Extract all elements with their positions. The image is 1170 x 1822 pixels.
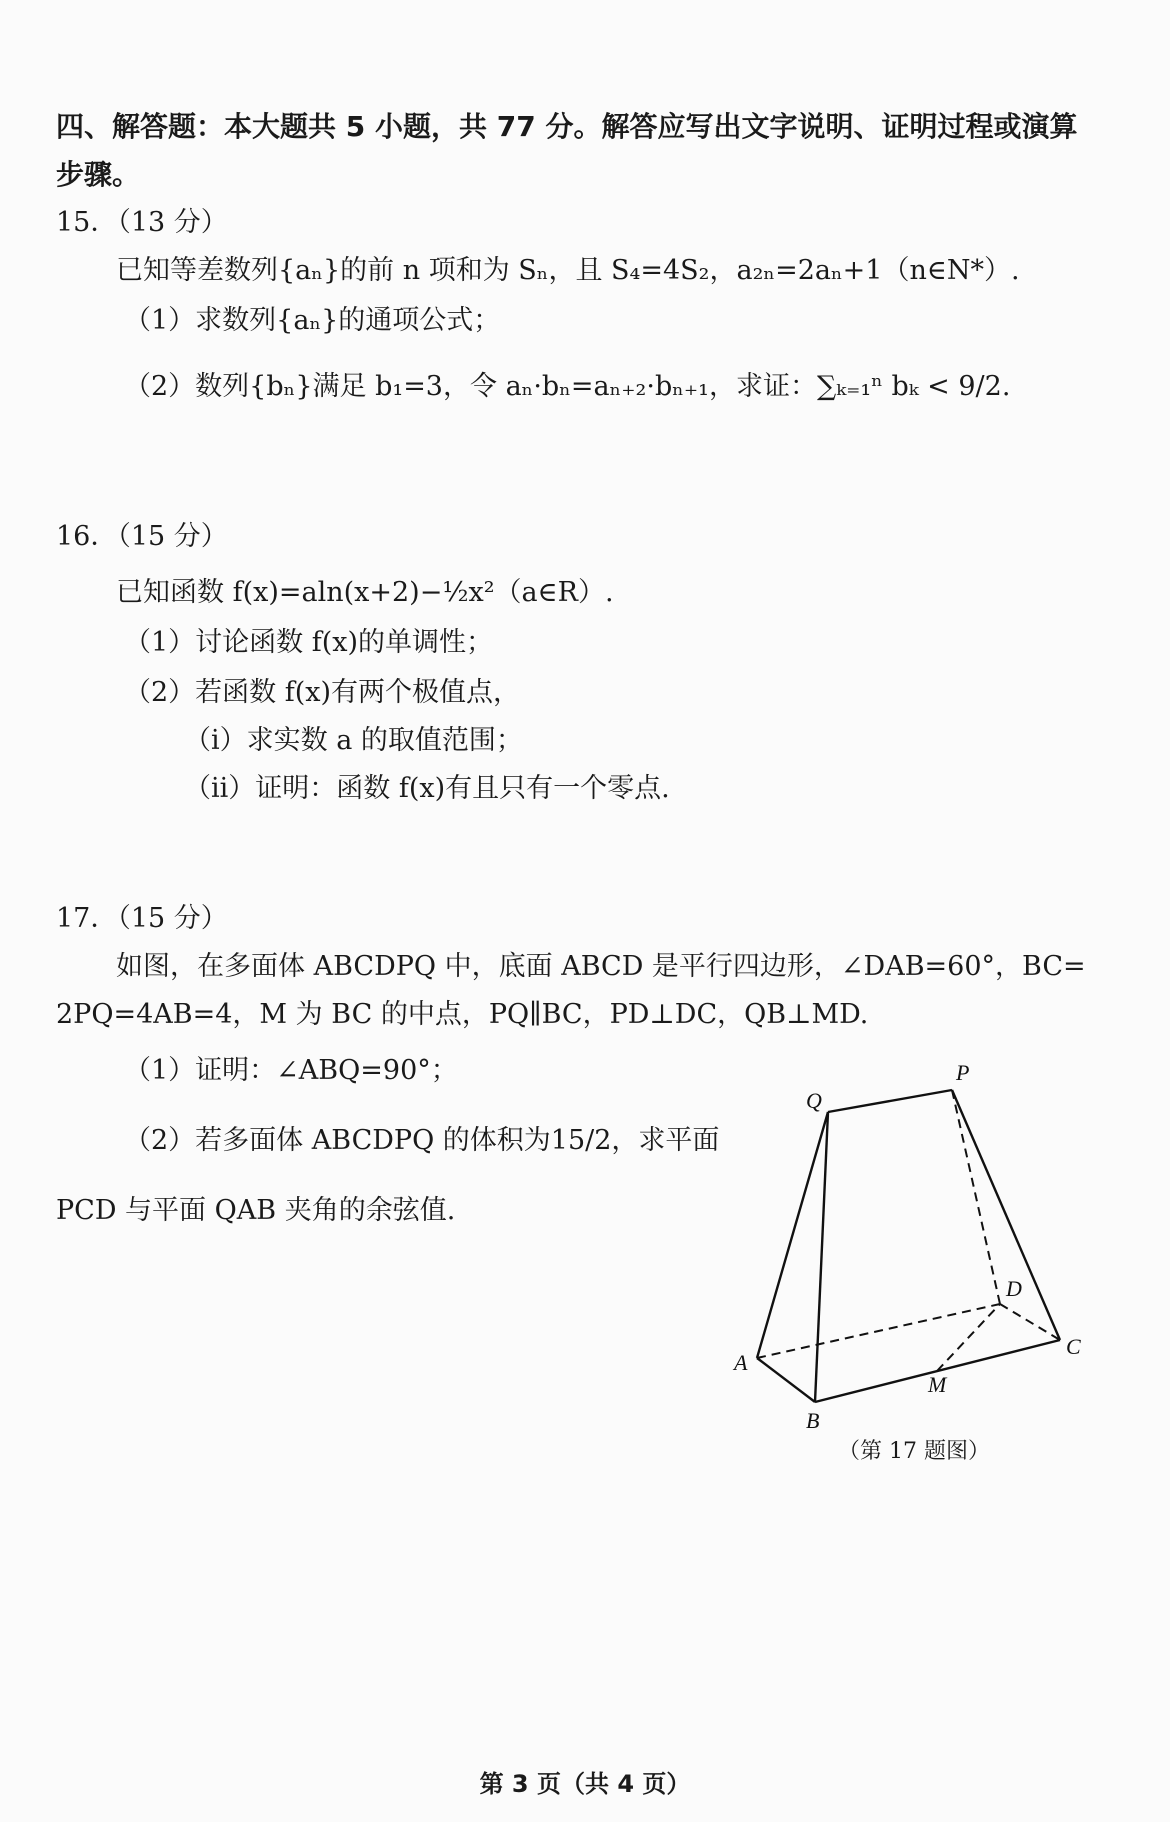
edge-PC — [952, 1090, 1060, 1340]
q16-part2-i: （i）求实数 a 的取值范围； — [184, 725, 523, 756]
vertex-label-C: C — [1066, 1334, 1081, 1359]
vertex-label-M: M — [928, 1372, 947, 1397]
section-heading-line2: 步骤。 — [56, 158, 141, 191]
q15-stem: 已知等差数列{aₙ}的前 n 项和为 Sₙ，且 S₄=4S₂，a₂ₙ=2aₙ+1（n∈N*）. — [116, 255, 1020, 286]
q15-part1: （1）求数列{aₙ}的通项公式； — [124, 305, 501, 336]
q16-part1: （1）讨论函数 f(x)的单调性； — [124, 627, 494, 658]
q17-part2-line2: PCD 与平面 QAB 夹角的余弦值. — [56, 1195, 456, 1226]
q17-part2-line1: （2）若多面体 ABCDPQ 的体积为15/2，求平面 — [124, 1125, 720, 1156]
q16-number: 16．（15 分） — [56, 521, 228, 552]
section-heading-line1: 四、解答题：本大题共 5 小题，共 77 分。解答应写出文字说明、证明过程或演算 — [56, 110, 1078, 143]
q17-polyhedron-figure — [720, 1050, 1140, 1433]
q16-stem: 已知函数 f(x)=aln(x+2)−½x²（a∈R）. — [116, 577, 614, 608]
edge-QP — [828, 1090, 952, 1112]
vertex-label-Q: Q — [806, 1088, 822, 1113]
q17-stem-line1: 如图，在多面体 ABCDPQ 中，底面 ABCD 是平行四边形，∠DAB=60°，BC= — [116, 951, 1086, 982]
edge-AB — [757, 1358, 815, 1402]
vertex-label-P: P — [956, 1060, 970, 1085]
edge-AD — [757, 1304, 1000, 1358]
vertex-label-A: A — [734, 1350, 748, 1375]
vertex-label-D: D — [1006, 1276, 1022, 1301]
q17-number: 17．（15 分） — [56, 903, 228, 934]
q17-figure-caption: （第 17 题图） — [838, 1439, 990, 1464]
edge-QA — [757, 1112, 828, 1358]
q16-part2: （2）若函数 f(x)有两个极值点， — [124, 677, 521, 708]
q16-part2-ii: （ii）证明：函数 f(x)有且只有一个零点. — [184, 773, 670, 804]
q15-part2: （2）数列{bₙ}满足 b₁=3，令 aₙ·bₙ=aₙ₊₂·bₙ₊₁，求证：∑ₖ₌₁ⁿ bₖ < 9/2. — [124, 371, 1011, 402]
edge-PD — [952, 1090, 1000, 1304]
q15-number: 15．（13 分） — [56, 207, 228, 238]
edge-MD — [937, 1304, 1000, 1371]
q17-part1: （1）证明：∠ABQ=90°； — [124, 1055, 458, 1086]
edge-QB — [815, 1112, 828, 1402]
q17-stem-line2: 2PQ=4AB=4，M 为 BC 的中点，PQ∥BC，PD⊥DC，QB⊥MD. — [56, 999, 869, 1030]
vertex-label-B: B — [806, 1408, 820, 1433]
page-footer: 第 3 页（共 4 页） — [479, 1770, 691, 1798]
